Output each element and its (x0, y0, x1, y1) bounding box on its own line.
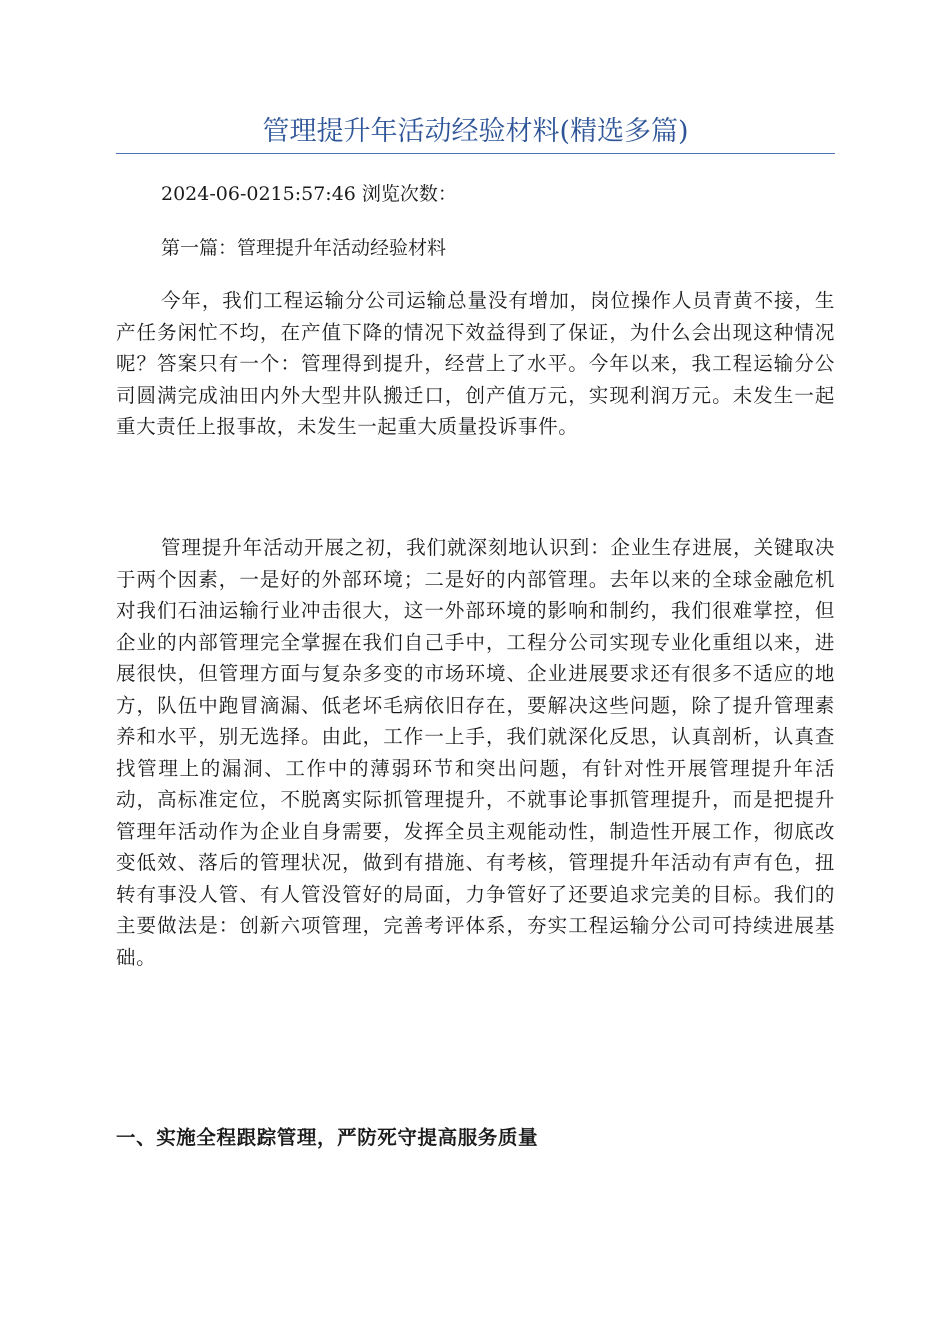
section-heading: 一、实施全程跟踪管理，严防死守提高服务质量 (116, 1126, 539, 1149)
body-paragraph: 今年，我们工程运输分公司运输总量没有增加，岗位操作人员青黄不接，生产任务闲忙不均，在产值下降的情况下效益得到了保证，为什么会出现这种情况呢？答案只有一个：管理得到提升，经营上了水平。今年以来，我工程运输分公司圆满完成油田内外大型井队搬迁口，创产值万元，实现利润万元。未发生一起重大责任上报事故，未发生一起重大质量投诉事件。 (116, 289, 835, 438)
part-heading: 第一篇：管理提升年活动经验材料 (161, 237, 447, 259)
meta-line: 2024-06-0215:57:46 浏览次数： (161, 183, 457, 205)
title-underline (116, 153, 835, 154)
document-title: 管理提升年活动经验材料(精选多篇) (262, 116, 689, 147)
body-paragraph: 管理提升年活动开展之初，我们就深刻地认识到：企业生存进展，关键取决于两个因素，一是好的外部环境；二是好的内部管理。去年以来的全球金融危机对我们石油运输行业冲击很大，这一外部环境的影响和制约，我们很难掌控，但企业的内部管理完全掌握在我们自己手中，工程分公司实现专业化重组以来，进展很快，但管理方面与复杂多变的市场环境、企业进展要求还有很多不适应的地方，队伍中跑冒滴漏、低老坏毛病依旧存在，要解决这些问题，除了提升管理素养和水平，别无选择。由此，工作一上手，我们就深化反思，认真剖析，认真查找管理上的漏洞、工作中的薄弱环节和突出问题，有针对性开展管理提升年活动，高标准定位，不脱离实际抓管理提升，不就事论事抓管理提升，而是把提升管理年活动作为企业自身需要，发挥全员主观能动性，制造性开展工作，彻底改变低效、落后的管理状况，做到有措施、有考核，管理提升年活动有声有色，扭转有事没人管、有人管没管好的局面，力争管好了还要追求完美的目标。我们的主要做法是：创新六项管理，完善考评体系，夯实工程运输分公司可持续进展基础。 (116, 536, 835, 969)
